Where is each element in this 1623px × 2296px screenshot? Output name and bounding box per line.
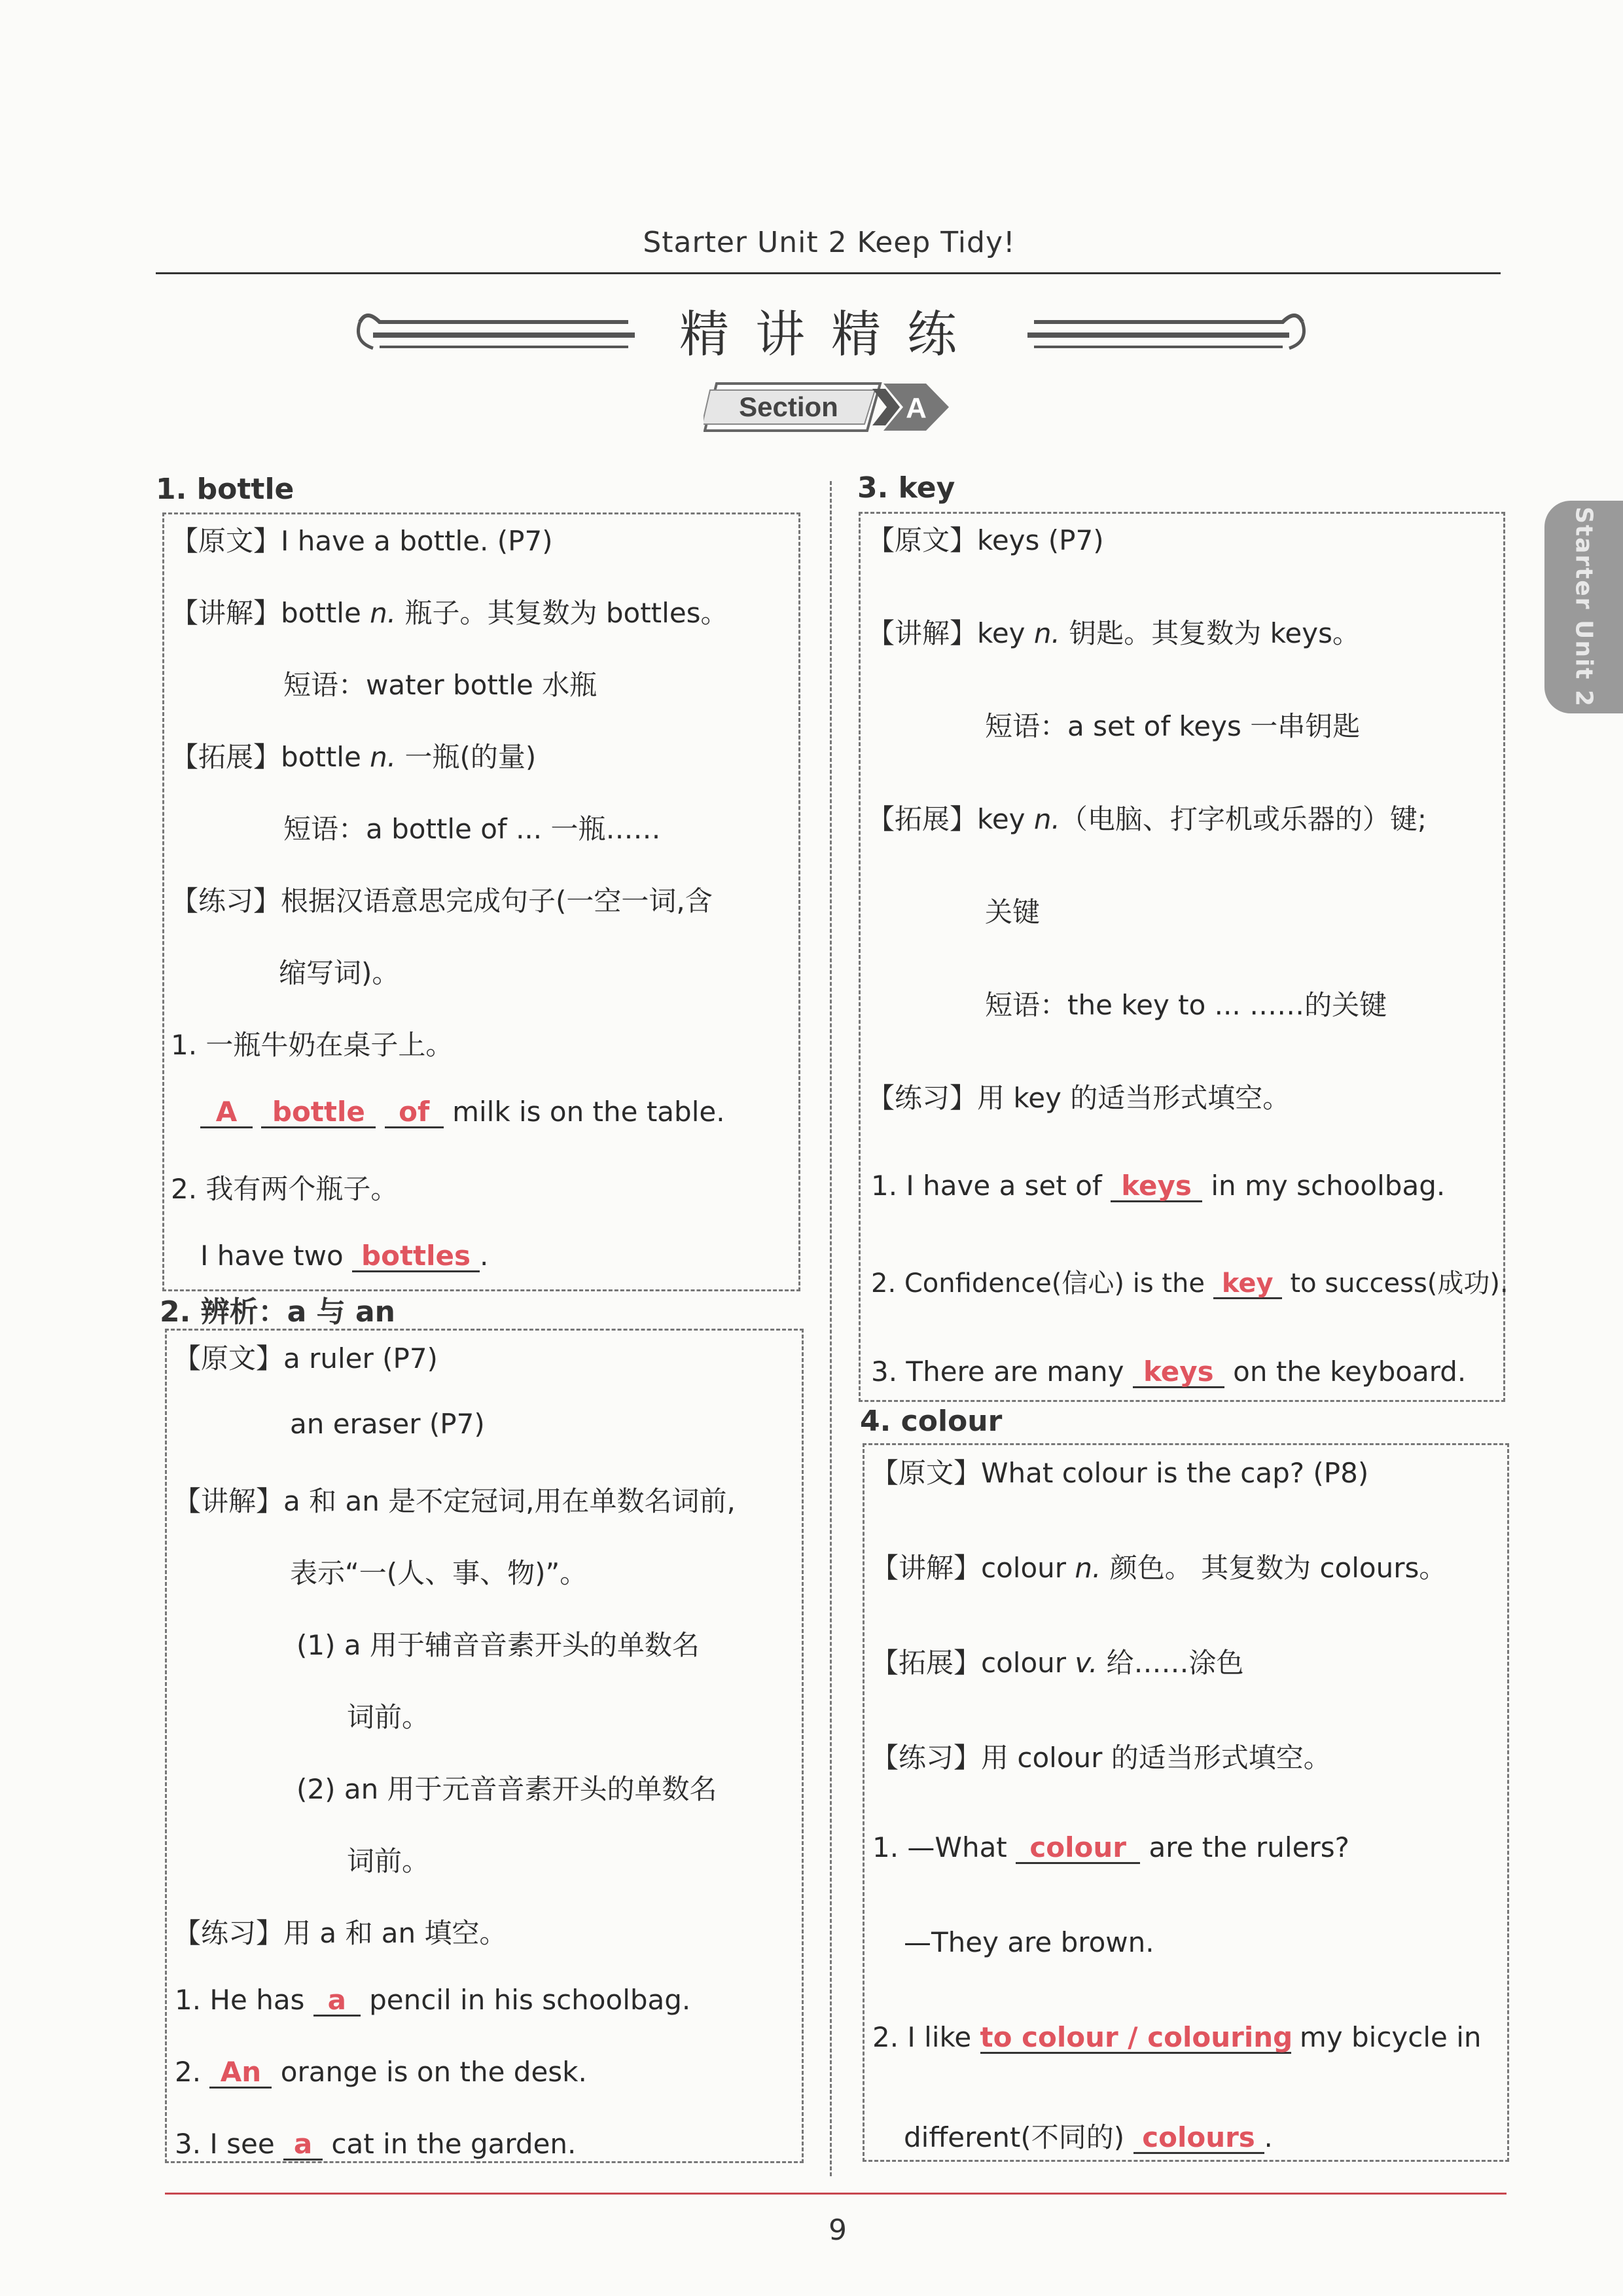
key-original: 【原文】keys (P7) [867,524,1104,556]
answer-blank[interactable]: bottle [261,1098,376,1128]
a-an-q1: 1. He has a pencil in his schoolbag. [175,1984,691,2016]
key-extend: 【拓展】key n.（电脑、打字机或乐器的）键; [867,803,1427,835]
a-an-original-2: an eraser (P7) [290,1408,485,1440]
key-box [859,512,1508,1402]
bottle-box [162,512,800,1291]
key-explain: 【讲解】key n. 钥匙。其复数为 keys。 [867,617,1360,649]
bottle-phrase-2: 短语：a bottle of ... 一瓶…… [283,813,661,845]
header-rule [156,272,1501,274]
a-an-rule-1: (1) a 用于辅音音素开头的单数名 [296,1629,700,1661]
answer-blank[interactable]: to colour / colouring [980,2021,1293,2053]
page-number: 9 [829,2214,847,2247]
footer-rule [165,2193,1507,2195]
answer-blank[interactable]: keys [1111,1172,1202,1202]
key-practice: 【练习】用 key 的适当形式填空。 [867,1082,1291,1114]
colour-q2-cont: different(不同的) colours . [904,2121,1273,2153]
key-q2: 2. Confidence(信心) is the key to success(成功). [871,1268,1508,1299]
title-banner [353,288,1309,373]
bottle-q1: 1. 一瓶牛奶在桌子上。 [171,1029,454,1061]
section-badge [704,380,952,435]
a-an-box [165,1329,804,2163]
section-heading-key: 3. key [857,471,955,505]
colour-explain: 【讲解】colour n. 颜色。 其复数为 colours。 [871,1552,1447,1584]
key-phrase-2: 短语：the key to ... ……的关键 [985,989,1387,1021]
answer-blank[interactable]: colour [1016,1833,1140,1864]
section-word: Section [739,391,838,422]
bottle-phrase-1: 短语：water bottle 水瓶 [283,669,597,701]
bottle-extend: 【拓展】bottle n. 一瓶(的量) [171,741,537,773]
bottle-q2-answer-line: I have two bottles . [200,1240,489,1272]
key-q1: 1. I have a set of keys in my schoolbag. [871,1170,1446,1202]
right-ornament-icon [1021,302,1309,361]
bottle-explain: 【讲解】bottle n. 瓶子。其复数为 bottles。 [171,597,728,629]
running-header: Starter Unit 2 Keep Tidy! [643,226,1016,259]
key-q3: 3. There are many keys on the keyboard. [871,1355,1467,1388]
colour-practice: 【练习】用 colour 的适当形式填空。 [871,1742,1331,1774]
colour-q1: 1. —What colour are the rulers? [872,1831,1349,1863]
answer-blank[interactable]: A [200,1098,253,1128]
key-phrase-1: 短语：a set of keys 一串钥匙 [985,710,1361,742]
section-letter: A [906,392,927,424]
colour-q1-reply: —They are brown. [904,1926,1154,1958]
page-title: 精讲精练 [679,305,983,363]
answer-blank[interactable]: An [209,2058,272,2089]
bottle-practice-cont: 缩写词)。 [279,957,400,989]
bottle-practice: 【练习】根据汉语意思完成句子(一空一词,含 [171,885,713,917]
answer-blank[interactable]: key [1213,1270,1282,1299]
section-heading-a-an: 2. 辨析：a 与 an [160,1295,395,1329]
answer-blank[interactable]: a [313,1986,361,2017]
answer-blank[interactable]: keys [1133,1357,1224,1388]
a-an-rule-2: (2) an 用于元音音素开头的单数名 [296,1773,717,1805]
section-heading-bottle: 1. bottle [156,473,294,506]
answer-blank[interactable]: a [283,2130,323,2161]
colour-q2: 2. I like to colour / colouring my bicycle in [872,2021,1482,2053]
colour-box [863,1443,1509,2162]
answer-blank[interactable]: bottles [352,1242,480,1272]
a-an-rule-1b: 词前。 [347,1701,430,1733]
section-heading-colour: 4. colour [860,1405,1003,1438]
a-an-explain: 【讲解】a 和 an 是不定冠词,用在单数名词前, [173,1485,736,1517]
side-tab [1544,501,1623,713]
column-divider [830,481,832,2176]
colour-extend: 【拓展】colour v. 给……涂色 [871,1647,1244,1679]
answer-blank[interactable]: of [385,1098,444,1128]
a-an-explain-2: 表示“一(人、事、物)”。 [290,1557,588,1589]
bottle-q2: 2. 我有两个瓶子。 [171,1173,399,1205]
key-extend-cont: 关键 [985,896,1041,928]
a-an-q3: 3. I see a cat in the garden. [175,2128,577,2160]
bottle-q1-answer-line: A bottle of milk is on the table. [200,1096,725,1128]
colour-original: 【原文】What colour is the cap? (P8) [871,1457,1369,1489]
a-an-q2: 2. An orange is on the desk. [175,2056,587,2088]
a-an-original: 【原文】a ruler (P7) [173,1342,438,1374]
answer-blank[interactable]: colours [1133,2123,1264,2154]
side-tab-label: Starter Unit 2 [1570,506,1597,708]
a-an-rule-2b: 词前。 [347,1845,430,1877]
bottle-original: 【原文】I have a bottle. (P7) [171,525,553,557]
a-an-practice: 【练习】用 a 和 an 填空。 [173,1917,507,1949]
